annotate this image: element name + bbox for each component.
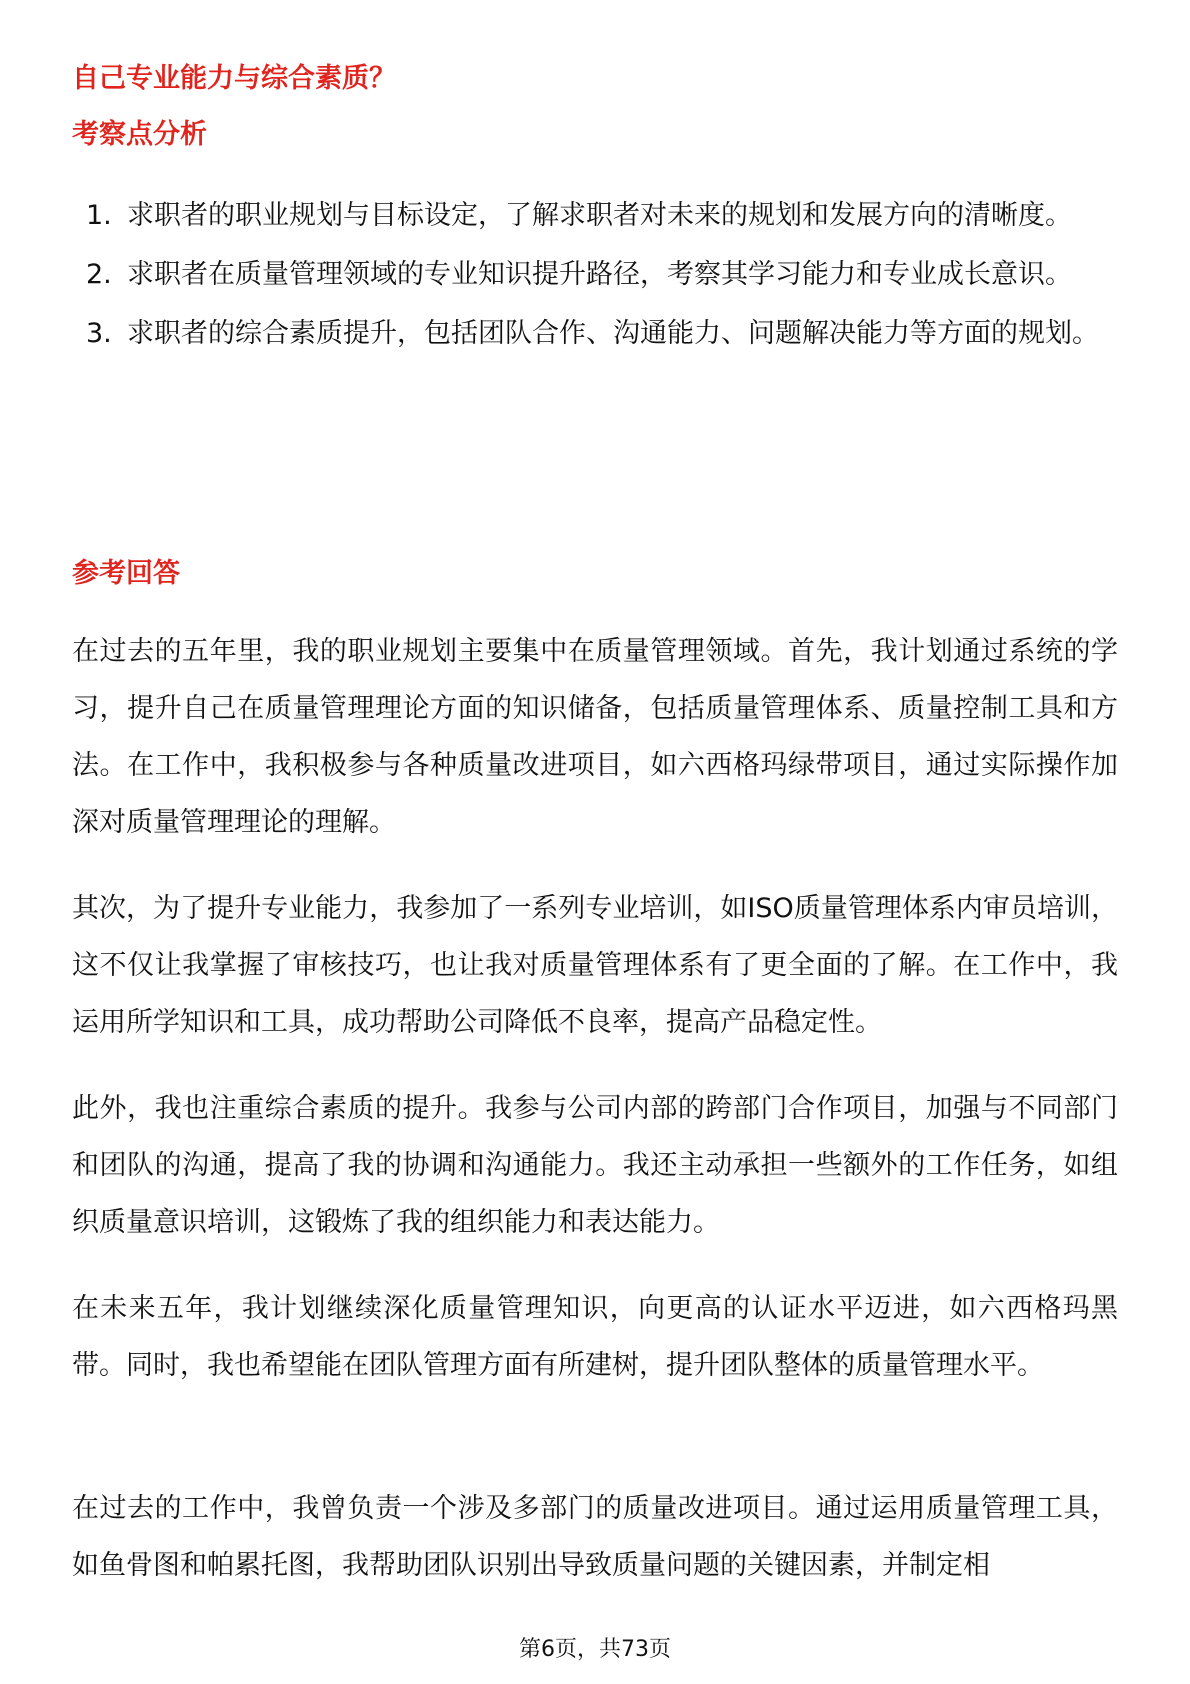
answer-heading: 参考回答 (72, 558, 180, 589)
answer-paragraph: 在过去的工作中，我曾负责一个涉及多部门的质量改进项目。通过运用质量管理工具，如鱼骨图和帕累托图，我帮助团队识别出导致质量问题的关键因素，并制定相 (72, 1493, 1118, 1581)
list-item-text: 求职者的职业规划与目标设定，了解求职者对未来的规划和发展方向的清晰度。 (127, 200, 1072, 231)
list-item (72, 187, 1122, 244)
list-item (72, 305, 1122, 362)
question-title: 自己专业能力与综合素质？ (72, 63, 396, 94)
answer-paragraph: 此外，我也注重综合素质的提升。我参与公司内部的跨部门合作项目，加强与不同部门和团队的沟通，提高了我的协调和沟通能力。我还主动承担一些额外的工作任务，如组织质量意识培训，这锻炼了我的组织能力和表达能力。 (72, 1093, 1118, 1238)
list-number: 1. (86, 200, 112, 231)
answer-paragraph: 在过去的五年里，我的职业规划主要集中在质量管理领域。首先，我计划通过系统的学习，提升自己在质量管理理论方面的知识储备，包括质量管理体系、质量控制工具和方法。在工作中，我积极参与各种质量改进项目，如六西格玛绿带项目，通过实际操作加深对质量管理理论的理解。 (72, 636, 1118, 838)
answer-paragraph: 其次，为了提升专业能力，我参加了一系列专业培训，如ISO质量管理体系内审员培训，这不仅让我掌握了审核技巧，也让我对质量管理体系有了更全面的了解。在工作中，我运用所学知识和工具，成功帮助公司降低不良率，提高产品稳定性。 (72, 893, 1118, 1038)
list-item (72, 246, 1122, 303)
analysis-heading: 考察点分析 (72, 119, 207, 150)
list-item-text: 求职者在质量管理领域的专业知识提升路径，考察其学习能力和专业成长意识。 (127, 259, 1072, 290)
list-number: 3. (86, 318, 112, 349)
analysis-list (72, 187, 1122, 364)
list-item-text: 求职者的综合素质提升，包括团队合作、沟通能力、问题解决能力等方面的规划。 (127, 318, 1099, 349)
list-number: 2. (86, 259, 112, 290)
page-number-footer: 第6页，共73页 (519, 1637, 671, 1662)
answer-paragraph: 在未来五年，我计划继续深化质量管理知识，向更高的认证水平迈进，如六西格玛黑带。同时，我也希望能在团队管理方面有所建树，提升团队整体的质量管理水平。 (72, 1293, 1118, 1381)
